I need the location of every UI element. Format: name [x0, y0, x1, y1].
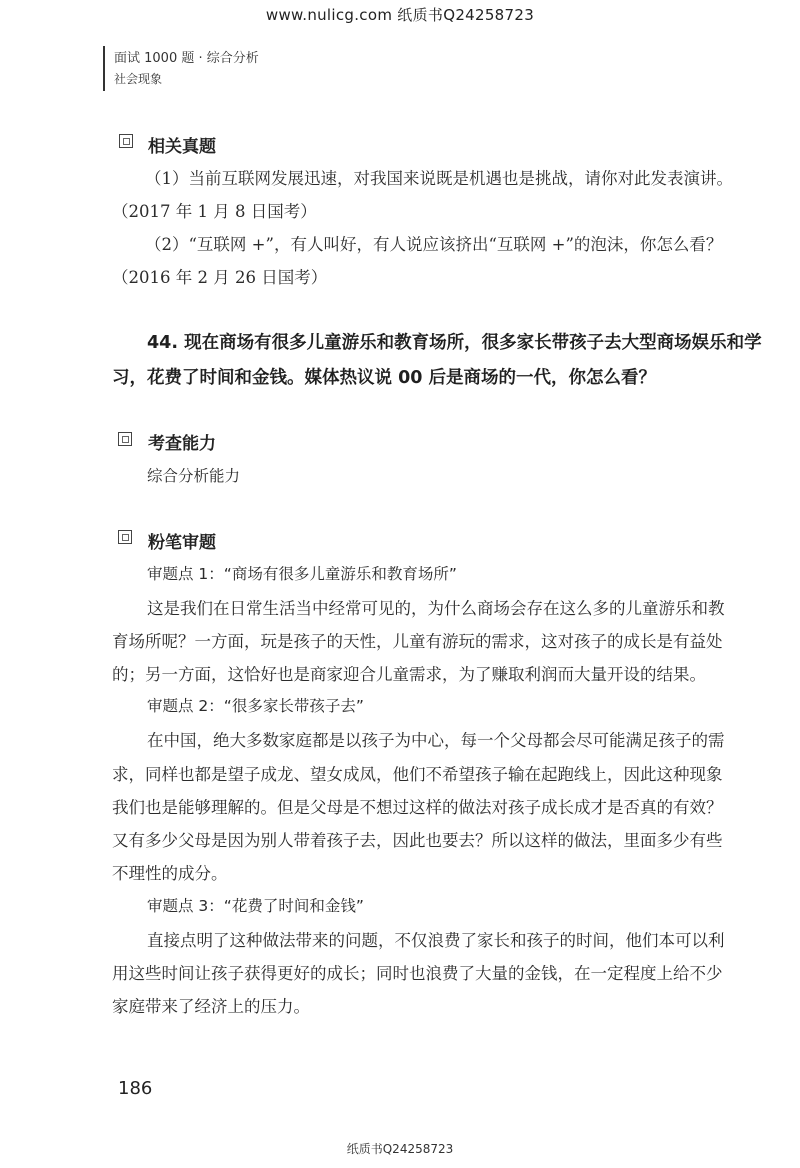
point1-line: 这是我们在日常生活当中经常可见的，为什么商场会存在这么多的儿童游乐和教	[147, 599, 725, 618]
related-line: （2017 年 1 月 8 日国考）	[112, 202, 317, 221]
point2-line: 求，同样也都是望子成龙、望女成凤，他们不希望孩子输在起跑线上，因此这种现象	[112, 765, 723, 784]
top-watermark: www.nulicg.com 纸质书Q24258723	[265, 6, 535, 24]
question-line: 44. 现在商场有很多儿童游乐和教育场所，很多家长带孩子去大型商场娱乐和学	[147, 333, 762, 353]
point3-label: 审题点 3：“花费了时间和金钱”	[147, 897, 364, 915]
point1-label: 审题点 1：“商场有很多儿童游乐和教育场所”	[147, 565, 457, 583]
header-rule	[103, 46, 105, 91]
ability-section-title: 考查能力	[148, 434, 216, 454]
point2-line: 不理性的成分。	[112, 864, 228, 883]
related-line: （2016 年 2 月 26 日国考）	[112, 268, 328, 287]
point2-line: 在中国，绝大多数家庭都是以孩子为中心，每一个父母都会尽可能满足孩子的需	[147, 731, 725, 750]
question-line: 习，花费了时间和金钱。媒体热议说 00 后是商场的一代，你怎么看？	[112, 368, 657, 388]
point3-line: 用这些时间让孩子获得更好的成长；同时也浪费了大量的金钱，在一定程度上给不少	[112, 964, 723, 983]
related-line: （1）当前互联网发展迅速，对我国来说既是机遇也是挑战，请你对此发表演讲。	[145, 169, 733, 188]
point3-line: 家庭带来了经济上的压力。	[112, 997, 310, 1016]
point1-line: 的；另一方面，这恰好也是商家迎合儿童需求，为了赚取利润而大量开设的结果。	[112, 665, 706, 684]
point2-line: 我们也是能够理解的。但是父母是不想过这样的做法对孩子成长成才是否真的有效？	[112, 798, 723, 817]
point2-line: 又有多少父母是因为别人带着孩子去，因此也要去？所以这样的做法，里面多少有些	[112, 831, 723, 850]
point3-line: 直接点明了这种做法带来的问题，不仅浪费了家长和孩子的时间，他们本可以利	[147, 931, 725, 950]
page-number: 186	[118, 1078, 153, 1099]
point1-line: 育场所呢？一方面，玩是孩子的天性，儿童有游玩的需求，这对孩子的成长是有益处	[112, 632, 723, 651]
book-title: 面试 1000 题 · 综合分析	[114, 51, 259, 66]
related-section-icon	[119, 134, 133, 148]
related-line: （2）“互联网 +”，有人叫好，有人说应该挤出“互联网 +”的泡沫，你怎么看？	[145, 235, 723, 254]
ability-section-icon	[118, 432, 132, 446]
analysis-section-title: 粉笔审题	[148, 533, 216, 553]
chapter-name: 社会现象	[114, 72, 163, 86]
ability-value: 综合分析能力	[147, 467, 241, 485]
related-section-title: 相关真题	[148, 137, 216, 157]
point2-label: 审题点 2：“很多家长带孩子去”	[147, 697, 364, 715]
bottom-watermark: 纸质书Q24258723	[346, 1142, 454, 1156]
analysis-section-icon	[118, 530, 132, 544]
